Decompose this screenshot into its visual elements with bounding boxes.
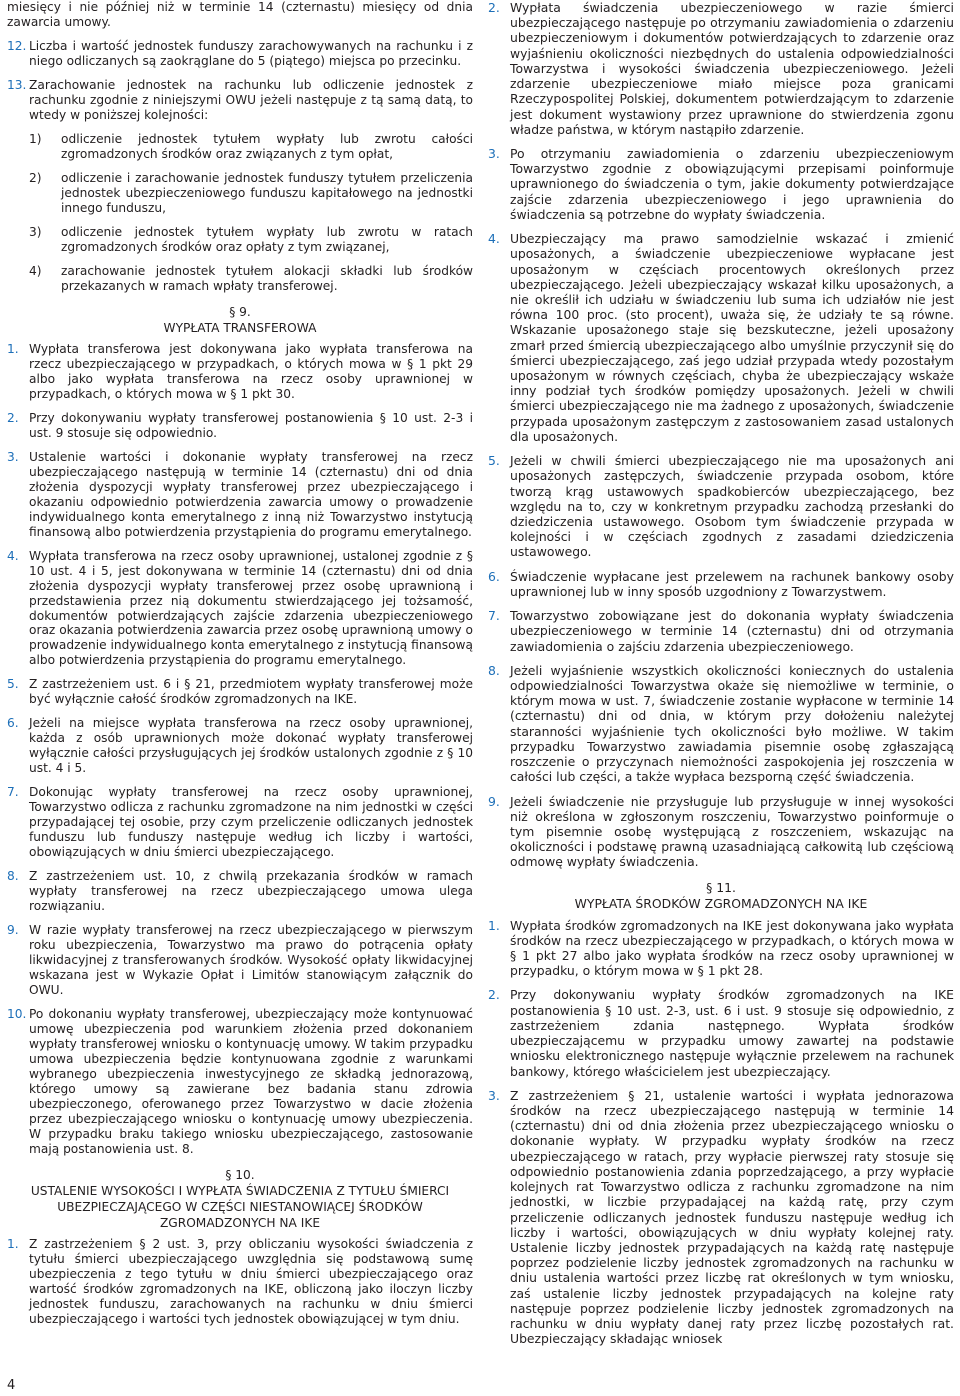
item-number: 1. xyxy=(7,341,19,356)
section-heading-10 xyxy=(7,1167,473,1231)
item-text: Jeżeli na miejsce wypłata transferowa na rzecz osoby uprawnionej, każda z osób uprawnionych może dokonać wypłaty transferowej wyłącznie całości przysługujących jej środków ustalonych zgodnie z § 10 ust. 4 i 5. xyxy=(29,716,473,776)
item-number: 2. xyxy=(488,987,500,1003)
item-text: Po dokonaniu wypłaty transferowej, ubezpieczający może kontynuować umowę ubezpieczenia pod warunkiem złożenia przed dokonaniem wypłaty transferowej wniosku o kontynuację umowy. W takim przypadku umowa ubezpieczenia będzie kontynuowana zgodnie z warunkami wybranego ubezpieczenia inwestycyjnego ze składką jednorazową, którego umowy są zawierane bez badania stanu zdrowia ubezpieczonego, oferowanego przez Towarzystwo w dacie złożenia przez ubezpieczającego wniosku o kontynuację umowy ubezpieczenia. W przypadku braku takiego wniosku ubezpieczającego, zastosowanie mają postanowienia ust. 8. xyxy=(29,1007,473,1156)
item-number: 3. xyxy=(488,145,500,161)
numbered-item xyxy=(488,1088,954,1347)
numbered-item xyxy=(488,608,954,654)
item-text: Liczba i wartość jednostek funduszy zarachowywanych na rachunku i z niego odliczanych są zaokrąglane do 5 (piątego) miejsca po przecinku. xyxy=(29,38,473,68)
item-number: 7. xyxy=(7,785,19,800)
item-text: Przy dokonywaniu wypłaty transferowej postanowienia § 10 ust. 2-3 i ust. 9 stosuje się odpowiednio. xyxy=(29,410,473,440)
item-number: 6. xyxy=(488,568,500,584)
numbered-item xyxy=(488,918,954,979)
item-text: odliczenie jednostek tytułem wypłaty lub zwrotu w ratach zgromadzonych środków oraz opłaty z tym związanej, xyxy=(61,224,473,254)
item-text: zarachowanie jednostek tytułem alokacji składki lub środków przekazanych w ramach wpłaty transferowej. xyxy=(61,263,473,293)
item-number: 10. xyxy=(7,1007,27,1022)
numbered-item xyxy=(7,342,473,402)
item-number: 7. xyxy=(488,608,500,624)
item-number: 1. xyxy=(7,1236,19,1251)
item-number: 5. xyxy=(488,453,500,469)
section-title: WYPŁATA TRANSFEROWA xyxy=(163,320,317,335)
numbered-item xyxy=(7,923,473,998)
item-text: Jeżeli w chwili śmierci ubezpieczającego nie ma uposażonych ani uposażonych zastępczych, świadczenie przypada osobom, które tworzą krąg ustawowych spadkobierców ubezpieczającego, bez względu na to, czy w konkretnym przypadku zachodzą przesłanki do dziedziczenia ustawowego. Osobom tym świadczenie przypada w kolejności i w częściach zgodnych z zasadami dziedziczenia ustawowego. xyxy=(510,453,954,560)
numbered-item xyxy=(7,39,473,69)
section-number: § 11. xyxy=(706,879,736,895)
right-column xyxy=(488,0,954,1356)
item-text: odliczenie i zarachowanie jednostek funduszy tytułem przeliczenia jednostek ubezpieczeniowego funduszu kapitałowego na jednostki innego funduszu, xyxy=(61,170,473,215)
item-text: Jeżeli wyjaśnienie wszystkich okoliczności koniecznych do ustalenia odpowiedzialności Towarzystwa okaże się niemożliwe w terminie, o którym mowa w ust. 7, świadczenie zostanie wypłacone w terminie 14 (czternastu) dni od dnia, w którym przy dołożeniu należytej staranności wyjaśnienie tych okoliczności było możliwe. W takim przypadku Towarzystwo zawiadamia pisemnie osobę zgłaszającą roszczenie o przyczynach niemożności zaspokojenia jej roszczenia w całości lub części, a także wypłaca bezsporną część świadczenia. xyxy=(510,662,954,785)
sub-item xyxy=(29,171,473,216)
numbered-item xyxy=(488,146,954,222)
item-text: Jeżeli świadczenie nie przysługuje lub przysługuje w innej wysokości niż określona w zgłoszonym roszczeniu, Towarzystwo poinformuje o tym pisemnie osobę występującą z roszczeniem, wskazując na okoliczności i podstawę prawną uzasadniającą całkowitą lub częściową odmowę wypłaty świadczenia. xyxy=(510,793,954,870)
item-number: 2) xyxy=(29,170,42,185)
section-heading-9 xyxy=(7,304,473,336)
numbered-item xyxy=(7,411,473,441)
item-number: 12. xyxy=(7,38,27,53)
item-text: Wypłata świadczenia ubezpieczeniowego w razie śmierci ubezpieczającego następuje po otrzymaniu zawiadomienia o zdarzeniu ubezpieczeniowym i dokumentów potwierdzających to zdarzenie oraz wyjaśnieniu okoliczności niezbędnych do ustalenia odpowiedzialności Towarzystwa i wysokości świadczenia ubezpieczeniowego. Jeżeli zdarzenie ubezpieczeniowe miało miejsce poza granicami Rzeczypospolitej Polskiej, dokumentem potwierdzającym to zdarzenie jest dokument wystawiony przez uprawnione do stwierdzenia zgonu władze państwa, w którym nastąpiło zdarzenie. xyxy=(510,0,954,137)
sub-list xyxy=(7,132,473,294)
left-column xyxy=(7,0,473,1336)
item-number: 2. xyxy=(488,0,500,15)
item-number: 9. xyxy=(488,793,500,809)
numbered-item xyxy=(7,716,473,776)
item-text: Ustalenie wartości i dokonanie wypłaty transferowej na rzecz ubezpieczającego następują w terminie 14 (czternastu) dni od dnia złożenia dyspozycji wypłaty transferowej przez ubezpieczającego i okazaniu odpowiednio potwierdzenia zawarcia umowy o prowadzenie indywidualnego konta emerytalnego z inną niż Towarzystwo instytucją finansową albo potwierdzenia przystąpienia do programu emerytalnego. xyxy=(29,449,473,539)
numbered-item xyxy=(7,450,473,540)
item-number: 1) xyxy=(29,131,42,146)
item-number: 6. xyxy=(7,716,19,731)
numbered-item xyxy=(488,663,954,785)
item-text: Ubezpieczający ma prawo samodzielnie wskazać i zmienić uposażonych, a świadczenie ubezpieczeniowe wypłacane jest uposażonym w częściach procentowych określonych przez ubezpieczającego. Jeżeli ubezpieczający wskazał kilku uposażonych, a nie określił ich udziału w świadczeniu lub suma ich udziałów nie jest równa 100 proc. (sto procent), uważa się, że udziały te są równe. Wskazanie uposażonego staje się bezskuteczne, jeżeli uposażony zmarł przed śmiercią ubezpieczającego albo umyślnie przyczynił się do śmierci ubezpieczającego, zaś jego udział przypada wtedy pozostałym uposażonym w równych częściach, chyba że ubezpieczający wskaże inny podział tych środków pomiędzy uposażonych. Jeżeli w chwili śmierci ubezpieczającego nie ma żadnego z uposażonych, świadczenie przypada uposażonym zastępczym z zastosowaniem zasad ustalonych dla uposażonych. xyxy=(510,231,954,444)
sub-item xyxy=(29,132,473,162)
item-number: 8. xyxy=(488,662,500,678)
item-number: 5. xyxy=(7,677,19,692)
item-text: Z zastrzeżeniem ust. 6 i § 21, przedmiotem wypłaty transferowej może być wyłącznie całość środków zgromadzonych na IKE. xyxy=(29,677,473,707)
item-number: 13. xyxy=(7,77,27,92)
numbered-item xyxy=(488,453,954,560)
numbered-item xyxy=(7,1007,473,1157)
numbered-item xyxy=(488,0,954,137)
item-text: Wypłata transferowa na rzecz osoby uprawnionej, ustalonej zgodnie z § 10 ust. 4 i 5, jest dokonywana w terminie 14 (czternastu) dni od dnia złożenia dyspozycji wypłaty transferowej przez osobę uprawnioną i przedstawienia przez nią dokumentu stwierdzającego jej tożsamość, dokumentów potwierdzających zajście zdarzenia ubezpieczeniowego oraz okazania potwierdzenia zawarcia przez osobę uprawnioną umowy o prowadzenie indywidualnego konta emerytalnego z instytucją finansową albo potwierdzenia przystąpienia do programu emerytalnego. xyxy=(29,548,473,668)
numbered-item xyxy=(488,569,954,599)
item-text: W razie wypłaty transferowej na rzecz ubezpieczającego w pierwszym roku ubezpieczenia, Towarzystwo ma prawo do potrącenia opłaty likwidacyjnej z transferowanych środków. Wysokość opłaty likwidacyjnej wskazana jest w Wykazie Opłat i Limitów stanowiącym załącznik do OWU. xyxy=(29,923,473,998)
item-number: 8. xyxy=(7,869,19,884)
item-text: Świadczenie wypłacane jest przelewem na rachunek bankowy osoby uprawnionej lub w inny sposób uzgodniony z Towarzystwem. xyxy=(510,568,954,599)
item-number: 4. xyxy=(7,548,19,563)
section-heading-11 xyxy=(488,880,954,912)
numbered-item xyxy=(7,677,473,707)
item-number: 3. xyxy=(7,449,19,464)
lead-paragraph: miesięcy i nie później niż w terminie 14 (czternastu) miesięcy od dnia zawarcia umowy. xyxy=(7,0,473,29)
item-number: 3) xyxy=(29,224,42,239)
item-text: Przy dokonywaniu wypłaty środków zgromadzonych na IKE postanowienia § 10 ust. 2-3, ust. 6 i ust. 9 stosuje się odpowiednio, z zastrzeżeniem zdania następnego. Wypłata środków ubezpieczającemu w przypadku umowy zawartej na podstawie wniosku elektronicznego następuje wyłącznie przelewem na rachunek bankowy, którego właścicielem jest ubezpieczający. xyxy=(510,987,954,1079)
section-title: WYPŁATA ŚRODKÓW ZGROMADZONYCH NA IKE xyxy=(574,895,868,911)
item-text: Z zastrzeżeniem § 21, ustalenie wartości i wypłata jednorazowa środków na rzecz ubezpieczającego następują w terminie 14 (czternastu) dni od dnia złożenia przez ubezpieczającego wniosku o dokonanie wypłaty. W przypadku wypłaty środków na rzecz ubezpieczającego w ratach, przy wypłacie pierwszej raty stosuje się odpowiednio postanowienia zdania poprzedzającego, a przy wypłacie kolejnych rat Towarzystwo odlicza z rachunku zgromadzone na nim jednostki, w liczbie przypadającej na każdą ratę, przy czym przeliczenie odliczanych jednostek funduszu następuje według ich liczby i wartości, obowiązujących w dniu wypłaty kolejnej raty. Ustalenie liczby jednostek przypadających na każdą ratę następuje poprzez podzielenie liczby jednostek zgromadzonych na rachunku w dniu ustalenia wartości przez liczbę rat określonych w tym wniosku, zaś ustalenie liczby jednostek przypadających na kolejne raty następuje poprzez podzielenie liczby jednostek zgromadzonych na rachunku w dniu wypłaty danej raty przez liczbę pozostałych rat. Ubezpieczający składając wniosek xyxy=(510,1087,954,1347)
item-text: Z zastrzeżeniem ust. 10, z chwilą przekazania środków w ramach wypłaty transferowej na rzecz ubezpieczającego umowa ulega rozwiązaniu. xyxy=(29,869,473,914)
numbered-item xyxy=(7,785,473,860)
item-text: Towarzystwo zobowiązane jest do dokonania wypłaty świadczenia ubezpieczeniowego w terminie 14 (czternastu) dni od otrzymania zawiadomienia o zajściu zdarzenia ubezpieczeniowego. xyxy=(510,608,954,654)
item-text: Po otrzymaniu zawiadomienia o zdarzeniu ubezpieczeniowym Towarzystwo zgodnie z obowiązującymi przepisami poinformuje uprawnionego do świadczenia o tym, jakie dokumenty potwierdzające zajście zdarzenia ubezpieczeniowego i jego uprawnienia do świadczenia są potrzebne do wypłaty świadczenia. xyxy=(510,145,954,222)
item-text: odliczenie jednostek tytułem wypłaty lub zwrotu całości zgromadzonych środków oraz związanych z tym opłat, xyxy=(61,131,473,161)
section-number: § 9. xyxy=(229,304,251,319)
item-text: Wypłata środków zgromadzonych na IKE jest dokonywana jako wypłata środków na rzecz ubezpieczającego w przypadkach, o których mowa w § 1 pkt 27 albo jako wypłata środków na rzecz osoby uprawnionej w przypadku, o którym mowa w § 1 pkt 28. xyxy=(510,917,954,979)
item-number: 2. xyxy=(7,410,19,425)
numbered-list xyxy=(7,39,473,123)
section-number: § 10. xyxy=(225,1167,255,1182)
page-number: 4 xyxy=(7,1378,16,1393)
numbered-list xyxy=(7,1237,473,1327)
numbered-list xyxy=(488,918,954,1347)
numbered-item xyxy=(7,78,473,123)
numbered-list xyxy=(7,342,473,1157)
item-number: 3. xyxy=(488,1087,500,1103)
item-number: 4) xyxy=(29,263,42,278)
numbered-item xyxy=(7,869,473,914)
numbered-list xyxy=(488,0,954,870)
item-text: Zarachowanie jednostek na rachunku lub odliczenie jednostek z rachunku zgodnie z niniejszymi OWU jeżeli następuje z tą samą datą, to wtedy w poniższej kolejności: xyxy=(29,77,473,122)
numbered-item xyxy=(488,987,954,1078)
numbered-item xyxy=(488,231,954,444)
numbered-item xyxy=(7,1237,473,1327)
section-title: USTALENIE WYSOKOŚCI I WYPŁATA ŚWIADCZENIA Z TYTUŁU ŚMIERCI UBEZPIECZAJĄCEGO W CZĘŚCI NIESTANOWIĄCEJ ŚRODKÓW ZGROMADZONYCH NA IKE xyxy=(30,1183,450,1230)
item-number: 9. xyxy=(7,923,19,938)
item-text: Z zastrzeżeniem § 2 ust. 3, przy obliczaniu wysokości świadczenia z tytułu śmierci ubezpieczającego uwzględnia się podstawową sumę ubezpieczenia z tego tytułu w dniu śmierci ubezpieczającego oraz wartość środków zgromadzonych na IKE, obliczoną jako iloczyn liczby jednostek funduszu, zarachowanych na rachunku w dniu śmierci ubezpieczającego i wartości tych jednostek obowiązującej w tym dniu. xyxy=(29,1236,473,1326)
item-number: 4. xyxy=(488,231,500,247)
numbered-item xyxy=(488,794,954,870)
item-text: Wypłata transferowa jest dokonywana jako wypłata transferowa na rzecz ubezpieczającego w przypadkach, o których mowa w § 1 pkt 29 albo jako wypłata transferowa na rzecz osoby uprawnionej w przypadkach, o których mowa w § 1 pkt 30. xyxy=(29,341,473,401)
sub-item xyxy=(29,225,473,255)
item-text: Dokonując wypłaty transferowej na rzecz osoby uprawnionej, Towarzystwo odlicza z rachunku zgromadzone na nim jednostki w części przypadającej tej osobie, przy czym przeliczenie odliczanych jednostek funduszu lub funduszy następuje według ich liczby i wartości, obowiązujących w dniu śmierci ubezpieczającego. xyxy=(29,785,473,860)
sub-item xyxy=(29,264,473,294)
item-number: 1. xyxy=(488,917,500,933)
numbered-item xyxy=(7,549,473,669)
